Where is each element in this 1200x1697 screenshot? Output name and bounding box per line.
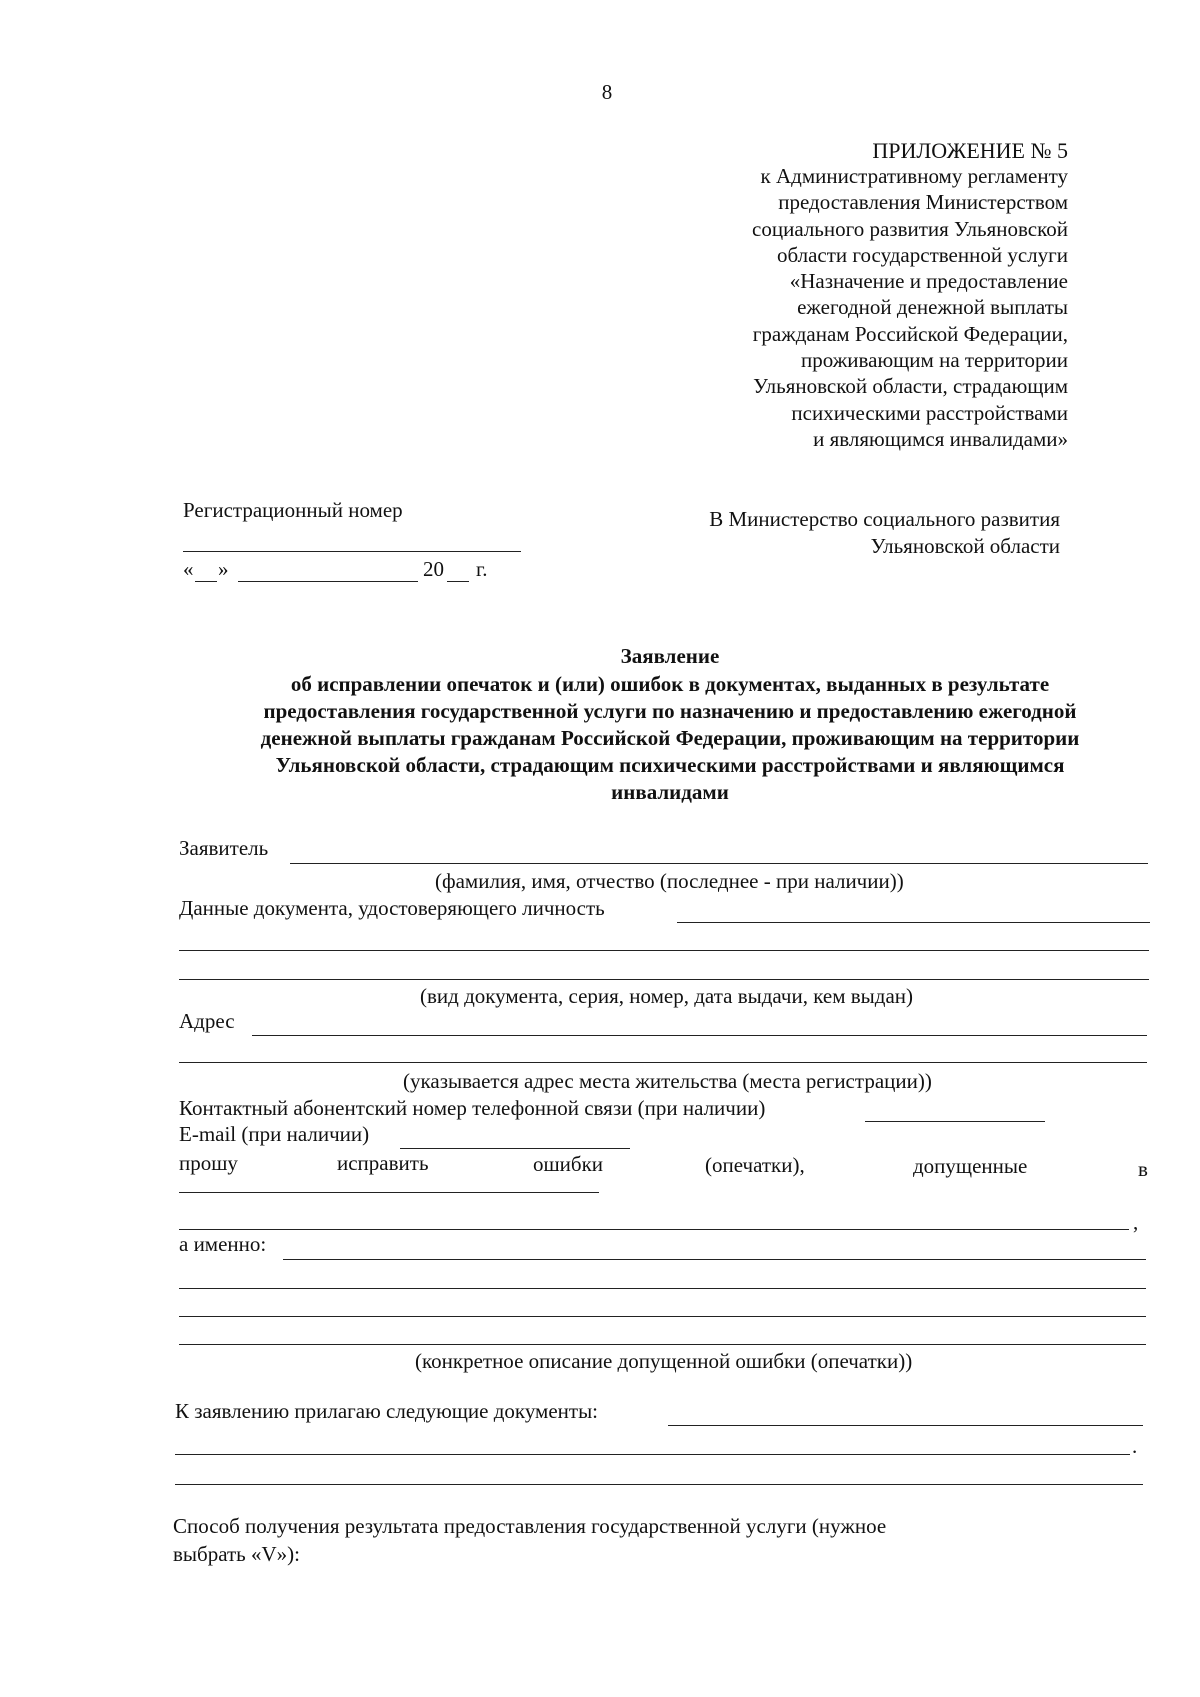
applicant-field[interactable] [290, 863, 1148, 864]
registration-month-line[interactable] [238, 581, 418, 582]
request-word: исправить [337, 1151, 429, 1175]
document-title: Заявление [620, 644, 720, 668]
phone-label: Контактный абонентский номер телефонной связи (при наличии) [179, 1096, 766, 1120]
addressee-line1: В Министерство социального развития [709, 507, 1060, 531]
attachments-label: К заявлению прилагаю следующие документы: [175, 1399, 599, 1423]
registration-label: Регистрационный номер [183, 498, 403, 522]
subtitle-line: денежной выплаты гражданам Российской Федерации, проживающим на территории [260, 726, 1080, 750]
method-label: Способ получения результата предоставления государственной услуги (нужное [173, 1514, 887, 1538]
phone-field[interactable] [865, 1121, 1045, 1122]
address-label: Адрес [179, 1009, 235, 1033]
appendix-line: гражданам Российской Федерации, [752, 321, 1068, 346]
namely-label: а именно: [179, 1232, 267, 1256]
registration-date-open: « [183, 557, 194, 581]
id-doc-field-line2[interactable] [179, 950, 1149, 951]
appendix-line: ежегодной денежной выплаты [797, 295, 1068, 320]
method-label-line2: выбрать «V»): [173, 1542, 300, 1566]
document-subtitle [0, 671, 1200, 806]
id-doc-field[interactable] [677, 922, 1150, 923]
appendix-line: психическими расстройствами [791, 400, 1068, 425]
attachments-dot: . [1132, 1434, 1138, 1458]
registration-number-line[interactable] [183, 551, 521, 552]
address-hint: (указывается адрес места жительства (места регистрации)) [403, 1069, 932, 1093]
page-number: 8 [601, 80, 613, 104]
appendix-line: к Административному регламенту [760, 164, 1068, 188]
registration-year-prefix: 20 [423, 557, 444, 581]
error-description-field[interactable] [283, 1259, 1146, 1260]
registration-year-line[interactable] [447, 581, 469, 582]
subtitle-line: предоставления государственной услуги по назначению и предоставлению ежегодной [263, 699, 1077, 723]
appendix-line: области государственной услуги [776, 242, 1068, 267]
email-field[interactable] [400, 1148, 630, 1149]
appendix-title: ПРИЛОЖЕНИЕ № 5 [872, 138, 1068, 163]
attachments-field[interactable] [668, 1425, 1143, 1426]
appendix-line: предоставления Министерством [778, 190, 1068, 215]
address-field-line2[interactable] [179, 1062, 1147, 1063]
request-word: в [1138, 1157, 1148, 1181]
id-doc-hint: (вид документа, серия, номер, дата выдачи, кем выдан) [420, 984, 913, 1008]
applicant-hint: (фамилия, имя, отчество (последнее - при наличии)) [435, 869, 904, 893]
attachments-field-line2[interactable] [175, 1454, 1130, 1455]
subtitle-line: Ульяновской области, страдающим психическими расстройствами и являющимся [275, 753, 1065, 777]
document-name-comma: , [1133, 1210, 1139, 1234]
registration-date-close: » [218, 557, 229, 581]
appendix-line: социального развития Ульяновской [752, 216, 1068, 241]
appendix-line: «Назначение и предоставление [789, 269, 1068, 294]
addressee-line2: Ульяновской области [870, 534, 1060, 558]
error-description-hint: (конкретное описание допущенной ошибки (опечатки)) [415, 1349, 913, 1373]
appendix-line: проживающим на территории [801, 348, 1068, 373]
request-word: допущенные [913, 1154, 1028, 1178]
error-description-field-line2[interactable] [179, 1288, 1146, 1289]
appendix-line: Ульяновской области, страдающим [753, 374, 1068, 399]
subtitle-line: инвалидами [611, 780, 729, 804]
request-word: прошу [179, 1151, 238, 1175]
registration-day-line[interactable] [195, 581, 217, 582]
registration-year-suffix: г. [476, 557, 488, 581]
error-description-field-line3[interactable] [179, 1316, 1146, 1317]
address-field[interactable] [252, 1035, 1147, 1036]
id-doc-field-line3[interactable] [179, 979, 1149, 980]
document-name-field[interactable] [179, 1192, 599, 1193]
applicant-label: Заявитель [179, 836, 269, 860]
appendix-reference [752, 163, 1068, 452]
error-description-field-line4[interactable] [179, 1344, 1146, 1345]
request-word: ошибки [533, 1152, 604, 1176]
attachments-field-line3[interactable] [175, 1484, 1143, 1485]
appendix-line: и являющимся инвалидами» [813, 426, 1068, 451]
document-name-field-line2[interactable] [179, 1229, 1129, 1230]
id-doc-label: Данные документа, удостоверяющего личность [179, 896, 605, 920]
request-word: (опечатки), [705, 1153, 805, 1177]
subtitle-line: об исправлении опечаток и (или) ошибок в документах, выданных в результате [290, 672, 1050, 696]
email-label: E-mail (при наличии) [179, 1122, 370, 1146]
